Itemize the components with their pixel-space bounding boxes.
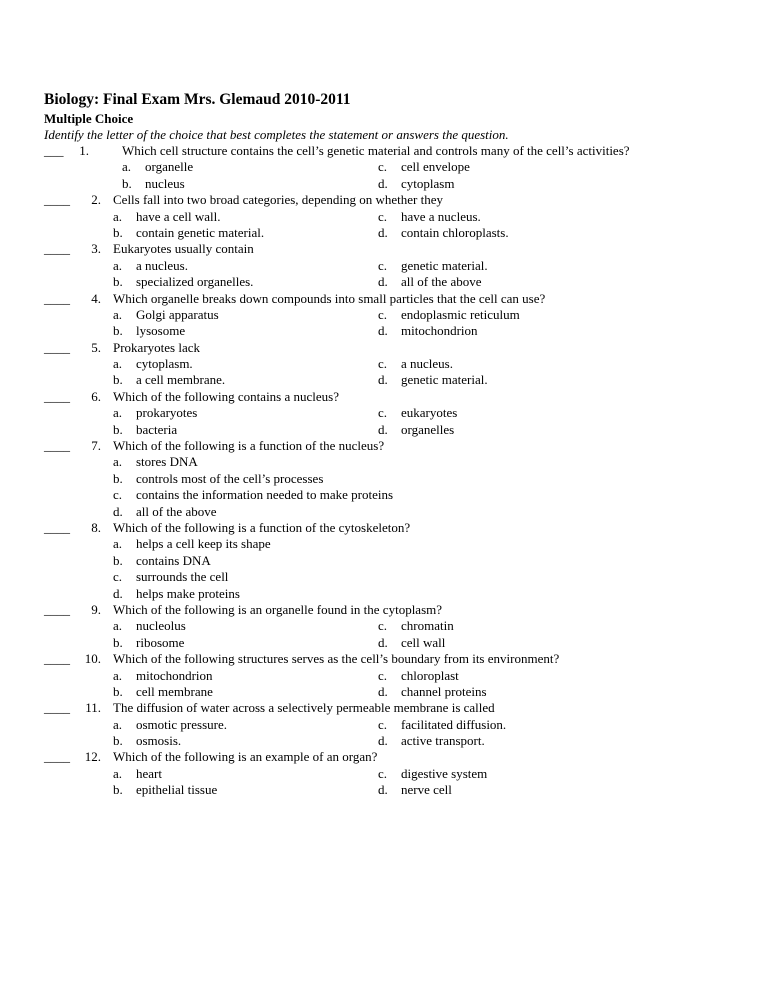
choice-option[interactable] — [378, 635, 445, 651]
choice-letter: c. — [378, 306, 388, 322]
question-line — [0, 241, 768, 257]
question-5 — [0, 340, 768, 389]
choice-row — [0, 782, 768, 798]
choice-letter: d. — [378, 782, 388, 798]
question-line — [0, 143, 768, 159]
question-line — [0, 602, 768, 618]
choice-option[interactable] — [122, 176, 185, 192]
choice-text: cell envelope — [401, 159, 470, 175]
choice-row — [0, 323, 768, 339]
choice-letter: d. — [113, 503, 123, 519]
question-number: 2. — [91, 192, 101, 208]
choice-letter: d. — [378, 733, 388, 749]
question-number: 9. — [91, 601, 101, 617]
choice-option[interactable] — [113, 307, 219, 323]
choice-letter: c. — [378, 208, 388, 224]
question-text: Which organelle breaks down compounds into small particles that the cell can use? — [113, 290, 546, 306]
choice-text: osmotic pressure. — [136, 716, 227, 732]
choice-text: osmosis. — [136, 733, 182, 749]
choice-option[interactable] — [113, 618, 186, 634]
choice-option[interactable] — [113, 766, 162, 782]
choice-row — [0, 471, 768, 487]
choice-option[interactable] — [378, 782, 452, 798]
choice-row — [0, 569, 768, 585]
choice-letter: c. — [113, 487, 123, 503]
answer-blank[interactable]: ____ — [44, 241, 70, 257]
choice-text: cytoplasm — [401, 175, 455, 191]
choice-text: nucleus — [145, 175, 185, 191]
choice-text: stores DNA — [136, 454, 198, 470]
choice-letter: c. — [378, 667, 388, 683]
choice-text: helps a cell keep its shape — [136, 536, 271, 552]
choice-letter: c. — [378, 716, 388, 732]
question-number: 12. — [84, 749, 101, 765]
question-text: Prokaryotes lack — [113, 339, 201, 355]
question-6 — [0, 389, 768, 438]
choice-letter: d. — [378, 224, 388, 240]
answer-blank[interactable]: ____ — [44, 749, 70, 765]
question-text: Which cell structure contains the cell’s genetic material and controls many of the cell’s activities? — [122, 143, 630, 158]
choice-text: genetic material. — [401, 257, 488, 273]
choice-option[interactable] — [113, 553, 211, 569]
instructions: Identify the letter of the choice that best completes the statement or answers the question. — [44, 127, 509, 142]
choice-letter: c. — [378, 765, 388, 781]
choice-letter: b. — [113, 372, 123, 388]
choice-letter: a. — [122, 159, 132, 175]
question-text: Which of the following contains a nucleus? — [113, 388, 339, 404]
choice-letter: d. — [378, 372, 388, 388]
question-number: 8. — [91, 519, 101, 535]
choice-text: digestive system — [401, 765, 488, 781]
choice-letter: a. — [113, 536, 123, 552]
choice-option[interactable] — [113, 635, 184, 651]
choice-option[interactable] — [113, 717, 227, 733]
choice-option[interactable] — [113, 471, 323, 487]
question-text: Which of the following is an organelle found in the cytoplasm? — [113, 601, 443, 617]
choice-letter: d. — [113, 585, 123, 601]
answer-blank[interactable]: ____ — [44, 700, 70, 716]
choice-row — [0, 668, 768, 684]
question-number: 11. — [85, 700, 101, 716]
choice-option[interactable] — [378, 323, 478, 339]
answer-blank[interactable]: ____ — [44, 388, 70, 404]
question-7 — [0, 438, 768, 520]
answer-blank[interactable]: ____ — [44, 519, 70, 535]
choice-letter: b. — [113, 323, 123, 339]
choice-option[interactable] — [122, 159, 193, 175]
question-line — [0, 651, 768, 667]
choice-text: chromatin — [401, 618, 454, 634]
choice-letter: a. — [113, 257, 123, 273]
choice-row — [0, 225, 768, 241]
choice-row — [0, 618, 768, 634]
choice-option[interactable] — [113, 323, 185, 339]
choice-letter: b. — [113, 421, 123, 437]
choice-letter: c. — [113, 569, 123, 585]
choice-text: cell membrane — [136, 683, 213, 699]
question-3 — [0, 241, 768, 290]
choice-row — [0, 733, 768, 749]
choice-text: controls most of the cell’s processes — [136, 470, 324, 486]
choice-text: eukaryotes — [401, 405, 458, 421]
choice-letter: b. — [113, 274, 123, 290]
choice-option[interactable] — [378, 422, 454, 438]
choice-option[interactable] — [113, 569, 228, 585]
choice-row — [0, 209, 768, 225]
choice-option[interactable] — [378, 258, 488, 274]
choice-row — [0, 258, 768, 274]
choice-option[interactable] — [113, 668, 213, 684]
choice-option[interactable] — [378, 356, 453, 372]
question-text: Eukaryotes usually contain — [113, 241, 254, 257]
question-text: Which of the following is a function of the cytoskeleton? — [113, 519, 411, 535]
choice-text: a nucleus. — [136, 257, 188, 273]
question-line — [0, 389, 768, 405]
choice-text: mitochondrion — [136, 667, 213, 683]
answer-blank[interactable]: ____ — [44, 290, 70, 306]
choice-row — [0, 684, 768, 700]
choice-text: surrounds the cell — [136, 569, 229, 585]
choice-row — [0, 405, 768, 421]
choice-text: chloroplast — [401, 667, 459, 683]
choice-row — [0, 717, 768, 733]
choice-text: contain genetic material. — [136, 224, 265, 240]
question-number: 10. — [84, 651, 101, 667]
question-number: 1. — [79, 143, 89, 158]
choice-text: have a cell wall. — [136, 208, 221, 224]
choice-option[interactable] — [113, 356, 193, 372]
choice-text: epithelial tissue — [136, 782, 218, 798]
choice-letter: b. — [113, 683, 123, 699]
choice-text: lysosome — [136, 323, 186, 339]
choice-letter: c. — [378, 356, 388, 372]
choice-option[interactable] — [113, 258, 188, 274]
choice-option[interactable] — [378, 618, 454, 634]
answer-blank[interactable]: ____ — [44, 192, 70, 208]
question-line — [0, 192, 768, 208]
question-number: 5. — [91, 339, 101, 355]
choice-text: nerve cell — [401, 782, 452, 798]
question-line — [0, 700, 768, 716]
choice-option[interactable] — [378, 668, 459, 684]
choice-text: contains the information needed to make proteins — [136, 487, 394, 503]
question-text: Cells fall into two broad categories, depending on whether they — [113, 192, 443, 208]
choice-option[interactable] — [378, 766, 487, 782]
question-text: Which of the following is a function of the nucleus? — [113, 438, 385, 454]
choice-text: organelles — [401, 421, 455, 437]
choice-text: a nucleus. — [401, 356, 453, 372]
question-line — [0, 291, 768, 307]
choice-option[interactable] — [113, 405, 197, 421]
choice-option[interactable] — [378, 274, 482, 290]
choice-option[interactable] — [378, 225, 509, 241]
choice-letter: d. — [378, 421, 388, 437]
choice-text: helps make proteins — [136, 585, 240, 601]
choice-letter: b. — [113, 470, 123, 486]
choice-option[interactable] — [378, 307, 520, 323]
choice-text: organelle — [145, 159, 194, 175]
choice-text: a cell membrane. — [136, 372, 226, 388]
choice-text: channel proteins — [401, 683, 487, 699]
choice-option[interactable] — [113, 586, 240, 602]
choice-option[interactable] — [113, 782, 217, 798]
choice-option[interactable] — [378, 176, 454, 192]
choice-row — [0, 356, 768, 372]
choice-text: ribosome — [136, 634, 185, 650]
choice-letter: d. — [378, 175, 388, 191]
choice-option[interactable] — [113, 209, 220, 225]
question-12 — [0, 749, 768, 798]
choice-letter: d. — [378, 683, 388, 699]
choice-letter: a. — [113, 356, 123, 372]
choice-option[interactable] — [113, 504, 217, 520]
question-1 — [0, 143, 768, 192]
choice-letter: d. — [378, 274, 388, 290]
choice-row — [0, 504, 768, 520]
question-8 — [0, 520, 768, 602]
choice-text: prokaryotes — [136, 405, 198, 421]
choice-letter: a. — [113, 405, 123, 421]
question-text: The diffusion of water across a selectively permeable membrane is called — [113, 700, 495, 716]
question-list — [0, 143, 768, 799]
choice-row — [0, 586, 768, 602]
choice-option[interactable] — [378, 717, 506, 733]
choice-option[interactable] — [113, 733, 181, 749]
choice-option[interactable] — [378, 405, 457, 421]
choice-text: cytoplasm. — [136, 356, 193, 372]
page-title: Biology: Final Exam Mrs. Glemaud 2010-2011 — [44, 91, 351, 108]
choice-row — [0, 553, 768, 569]
choice-option[interactable] — [378, 372, 488, 388]
choice-letter: a. — [113, 454, 123, 470]
choice-letter: d. — [378, 634, 388, 650]
choice-letter: a. — [113, 306, 123, 322]
choice-letter: a. — [113, 667, 123, 683]
choice-row — [0, 454, 768, 470]
choice-letter: c. — [378, 159, 388, 175]
choice-row — [0, 159, 768, 175]
question-number: 4. — [91, 290, 101, 306]
choice-text: contains DNA — [136, 552, 211, 568]
choice-text: bacteria — [136, 421, 178, 437]
choice-letter: c. — [378, 405, 388, 421]
question-4 — [0, 291, 768, 340]
choice-letter: a. — [113, 765, 123, 781]
choice-text: genetic material. — [401, 372, 488, 388]
choice-letter: b. — [113, 224, 123, 240]
question-number: 3. — [91, 241, 101, 257]
question-line — [0, 520, 768, 536]
choice-text: all of the above — [401, 274, 482, 290]
choice-letter: c. — [378, 257, 388, 273]
choice-letter: a. — [113, 208, 123, 224]
choice-text: contain chloroplasts. — [401, 224, 509, 240]
choice-row — [0, 536, 768, 552]
choice-text: heart — [136, 765, 162, 781]
choice-option[interactable] — [113, 487, 393, 503]
choice-letter: b. — [113, 782, 123, 798]
question-line — [0, 749, 768, 765]
choice-text: facilitated diffusion. — [401, 716, 507, 732]
question-10 — [0, 651, 768, 700]
section-heading: Multiple Choice — [44, 111, 134, 126]
choice-text: have a nucleus. — [401, 208, 481, 224]
choice-row — [0, 307, 768, 323]
choice-letter: b. — [113, 552, 123, 568]
answer-blank[interactable]: ____ — [44, 438, 70, 454]
question-text: Which of the following is an example of an organ? — [113, 749, 378, 765]
choice-row — [0, 635, 768, 651]
choice-text: specialized organelles. — [136, 274, 254, 290]
choice-option[interactable] — [113, 422, 177, 438]
choice-row — [0, 372, 768, 388]
choice-option[interactable] — [113, 454, 198, 470]
question-text: Which of the following structures serves as the cell’s boundary from its environment? — [113, 651, 560, 667]
choice-text: mitochondrion — [401, 323, 478, 339]
choice-row — [0, 766, 768, 782]
choice-row — [0, 274, 768, 290]
choice-option[interactable] — [113, 225, 264, 241]
choice-letter: b. — [122, 175, 132, 191]
question-2 — [0, 192, 768, 241]
choice-text: all of the above — [136, 503, 217, 519]
answer-blank[interactable]: ___ — [44, 143, 64, 158]
choice-text: cell wall — [401, 634, 446, 650]
question-line — [0, 340, 768, 356]
choice-row — [0, 176, 768, 192]
question-line — [0, 438, 768, 454]
choice-text: nucleolus — [136, 618, 186, 634]
question-number: 7. — [91, 438, 101, 454]
answer-blank[interactable]: ____ — [44, 651, 70, 667]
choice-text: Golgi apparatus — [136, 306, 219, 322]
answer-blank[interactable]: ____ — [44, 601, 70, 617]
choice-option[interactable] — [378, 209, 481, 225]
question-9 — [0, 602, 768, 651]
answer-blank[interactable]: ____ — [44, 339, 70, 355]
question-11 — [0, 700, 768, 749]
choice-text: active transport. — [401, 733, 485, 749]
choice-option[interactable] — [113, 536, 271, 552]
choice-option[interactable] — [113, 274, 253, 290]
choice-letter: c. — [378, 618, 388, 634]
choice-letter: a. — [113, 618, 123, 634]
choice-letter: d. — [378, 323, 388, 339]
choice-option[interactable] — [378, 159, 470, 175]
choice-letter: b. — [113, 733, 123, 749]
choice-letter: a. — [113, 716, 123, 732]
question-number: 6. — [91, 388, 101, 404]
choice-option[interactable] — [378, 684, 487, 700]
choice-option[interactable] — [113, 684, 213, 700]
choice-row — [0, 422, 768, 438]
choice-text: endoplasmic reticulum — [401, 306, 520, 322]
choice-letter: b. — [113, 634, 123, 650]
choice-row — [0, 487, 768, 503]
choice-option[interactable] — [378, 733, 485, 749]
choice-option[interactable] — [113, 372, 225, 388]
